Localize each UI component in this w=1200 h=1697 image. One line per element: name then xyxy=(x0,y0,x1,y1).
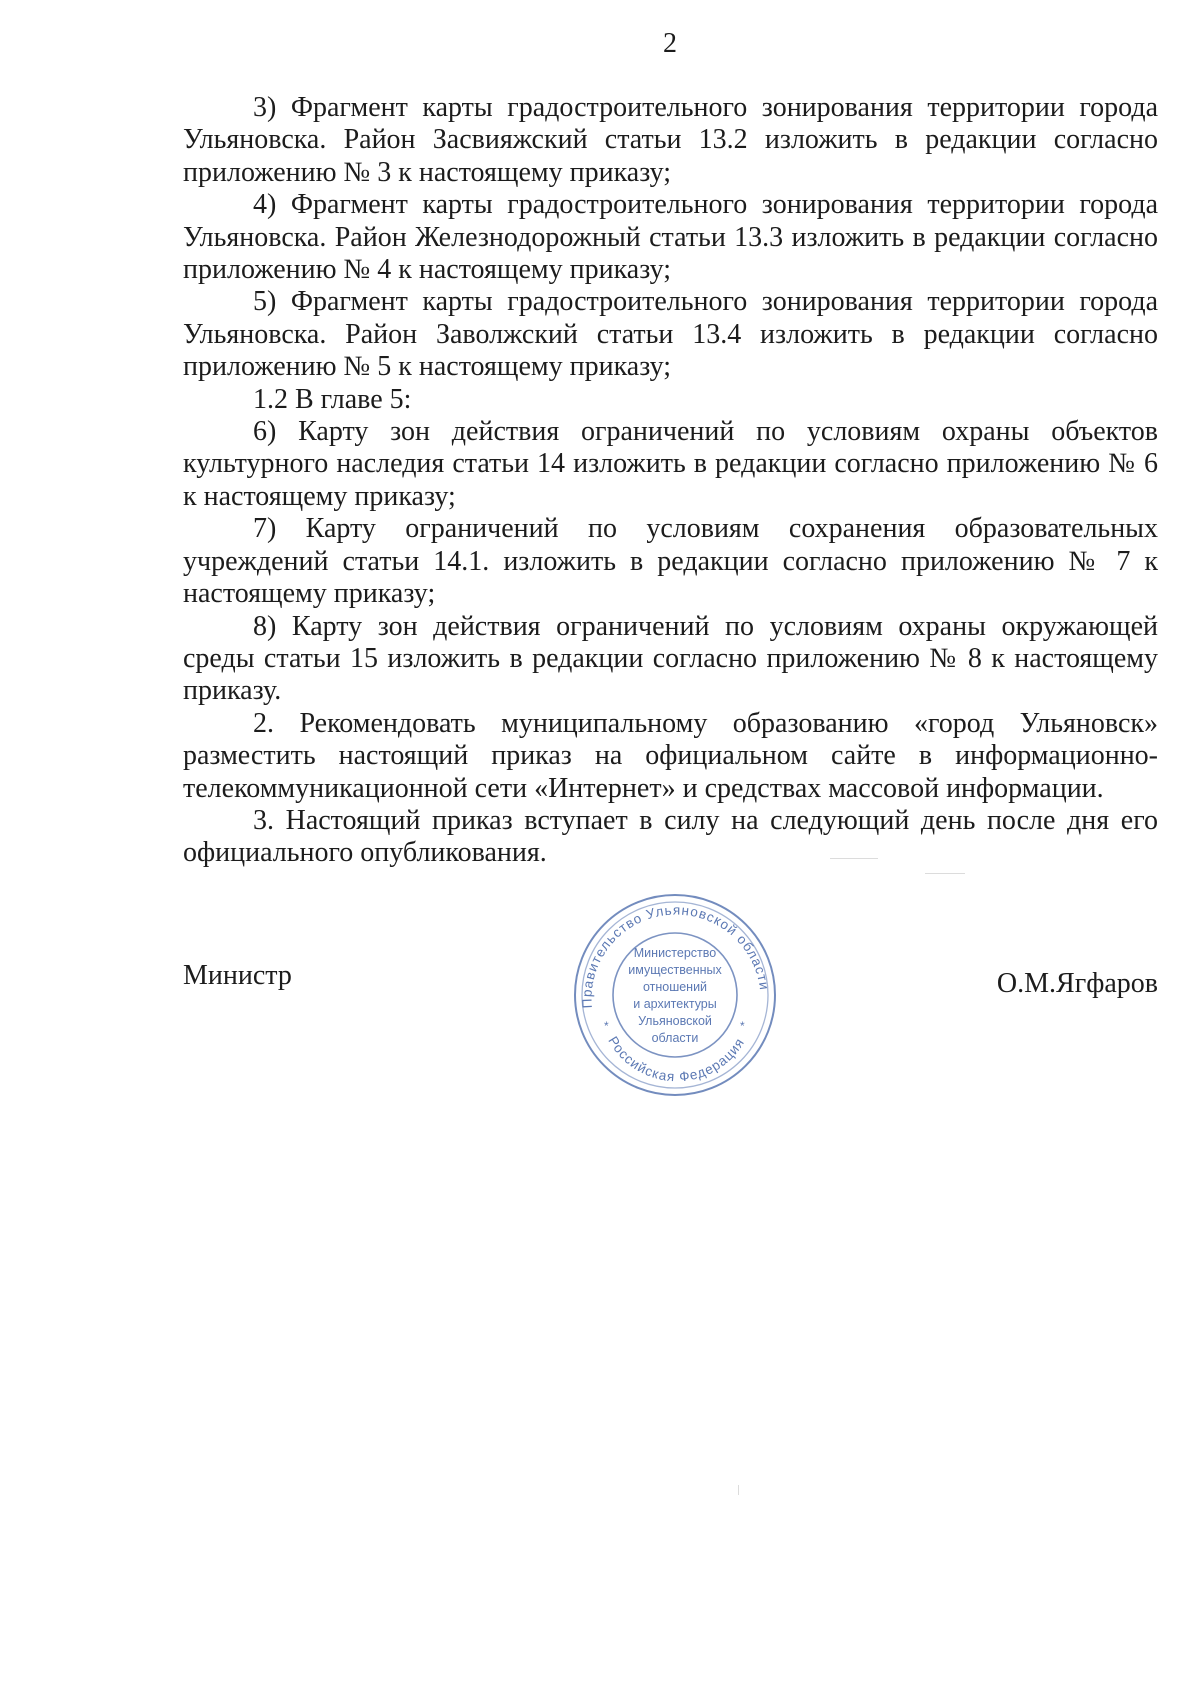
paragraph-item-5: 5) Фрагмент карты градостроительного зонирования территории города Ульяновска. Район Заволжский статьи 13.4 изложить в редакции согласно приложению № 5 к настоящему приказу; xyxy=(183,286,1158,383)
stamp-star-icon: * xyxy=(604,1019,609,1033)
paragraph-clause-3: 3. Настоящий приказ вступает в силу на следующий день после дня его официального опубликования. xyxy=(183,804,1158,869)
stamp-inner-line: Ульяновской xyxy=(638,1014,712,1028)
signatory-title: Министр xyxy=(183,960,292,991)
stamp-inner-line: отношений xyxy=(642,980,708,994)
stamp-inner-line: имущественных xyxy=(628,963,722,977)
scan-artifact xyxy=(738,1485,739,1495)
stamp-inner-line: и архитектуры xyxy=(633,997,717,1011)
paragraph-section-1-2: 1.2 В главе 5: xyxy=(253,383,412,415)
paragraph-item-4: 4) Фрагмент карты градостроительного зонирования территории города Ульяновска. Район Железнодорожный статьи 13.3 изложить в редакции согласно приложению № 4 к настоящему приказу; xyxy=(183,189,1158,286)
scan-artifact xyxy=(925,873,965,874)
page-number: 2 xyxy=(663,28,677,59)
paragraph-item-6: 6) Карту зон действия ограничений по условиям охраны объектов культурного наследия статьи 14 изложить в редакции согласно приложению № 6 к настоящему приказу; xyxy=(183,416,1158,512)
document-body xyxy=(183,92,1158,870)
stamp-outer-bottom-text: Российская Федерация xyxy=(605,1033,748,1085)
paragraph-item-7: 7) Карту ограничений по условиям сохранения образовательных учреждений статьи 14.1. изложить в редакции согласно приложению № 7 к настоящему приказу; xyxy=(183,513,1158,610)
stamp-outer-top-text: Правительство Ульяновской области xyxy=(579,902,773,1009)
paragraph-item-8: 8) Карту зон действия ограничений по условиям охраны окружающей среды статьи 15 изложить в редакции согласно приложению № 8 к настоящему приказу. xyxy=(183,610,1158,707)
signatory-name: О.М.Ягфаров xyxy=(996,968,1158,999)
paragraph-clause-2: 2. Рекомендовать муниципальному образованию «город Ульяновск» разместить настоящий приказ на официальном сайте в информационно-телекоммуникационной сети «Интернет» и средствах массовой информации. xyxy=(183,707,1158,804)
paragraph-item-3: 3) Фрагмент карты градостроительного зонирования территории города Ульяновска. Район Засвияжский статьи 13.2 изложить в редакции согласно приложению № 3 к настоящему приказу; xyxy=(183,92,1158,188)
scan-artifact xyxy=(830,858,878,859)
stamp-inner-line: Министерство xyxy=(633,946,717,960)
official-stamp xyxy=(570,890,780,1100)
stamp-star-icon: * xyxy=(740,1019,745,1033)
stamp-inner-line: области xyxy=(651,1031,699,1045)
